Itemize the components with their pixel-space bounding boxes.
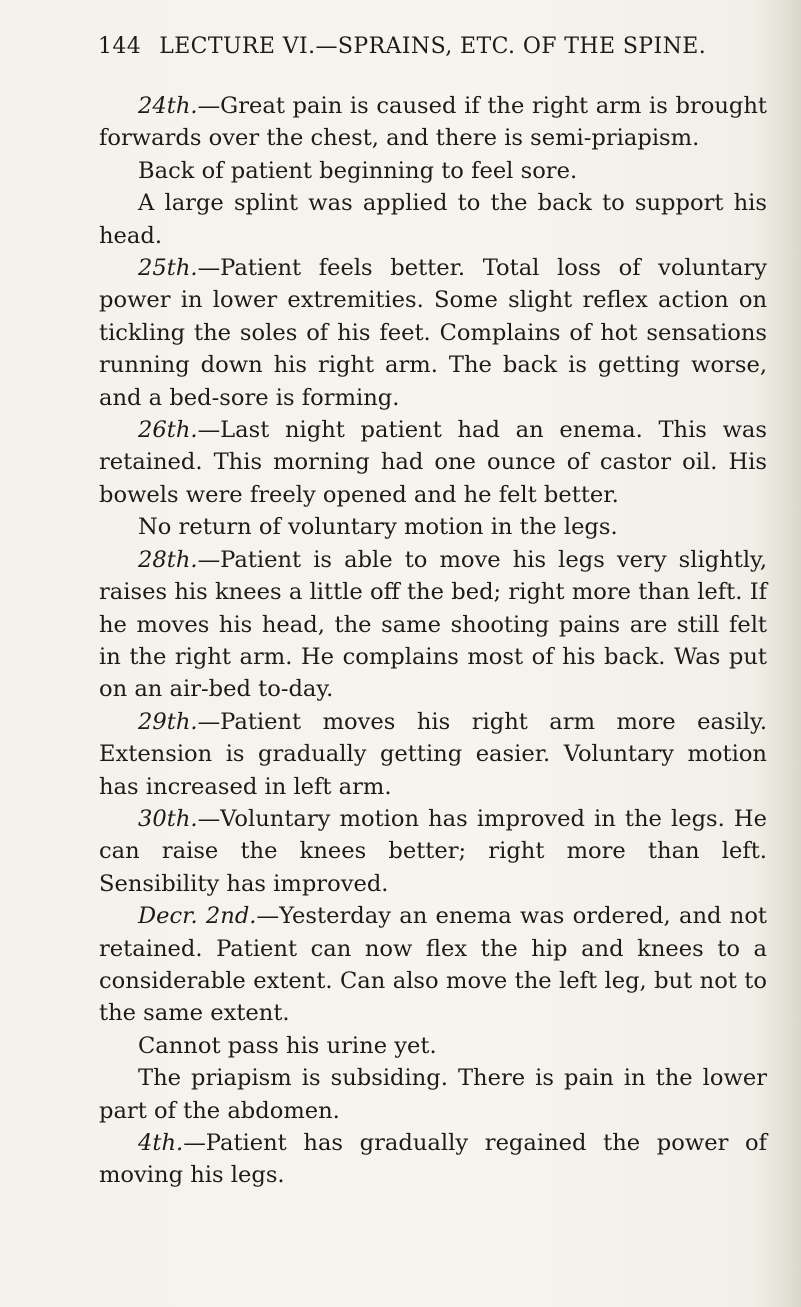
paragraph-text: —Yesterday an enema was ordered, and not retained. Patient can now flex the hip and knees to a considerable extent. Can also move the left leg, but not to the same extent. bbox=[99, 903, 767, 1027]
paragraph-text: —Patient is able to move his legs very slightly, raises his knees a little off the bed; right more than left. If he moves his head, the same shooting pains are still felt in the right arm. He complains most of his back. Was put on an air-bed to-day. bbox=[99, 546, 767, 703]
paragraph-no-return bbox=[99, 511, 767, 543]
page-number: 144 bbox=[98, 34, 142, 59]
paragraph-splint bbox=[99, 187, 767, 252]
paragraph-text: No return of voluntary motion in the legs. bbox=[138, 514, 618, 541]
paragraph-text: The priapism is subsiding. There is pain in the lower part of the abdomen. bbox=[99, 1065, 767, 1124]
paragraph-text: —Great pain is caused if the right arm is brought forwards over the chest, and there is semi-priapism. bbox=[99, 93, 767, 152]
paragraph-text: —Last night patient had an enema. This was retained. This morning had one ounce of castor oil. His bowels were freely opened and he felt better. bbox=[99, 417, 767, 508]
entry-date: 28th. bbox=[138, 546, 198, 573]
paragraph-26th bbox=[99, 414, 767, 511]
entry-date: 30th. bbox=[138, 805, 198, 832]
paragraph-24th bbox=[99, 90, 767, 155]
paragraph-text: —Patient has gradually regained the power of moving his legs. bbox=[99, 1130, 767, 1189]
running-head bbox=[98, 34, 718, 66]
paragraph-decr-2nd bbox=[99, 900, 767, 1030]
entry-date: 29th. bbox=[138, 708, 198, 735]
paragraph-30th bbox=[99, 803, 767, 900]
paragraph-text: —Patient feels better. Total loss of voluntary power in lower extremities. Some slight reflex action on tickling the soles of his feet. Complains of hot sensations running down his right arm. The back is getting worse, and a bed-sore is forming. bbox=[99, 255, 767, 411]
paragraph-text: Back of patient beginning to feel sore. bbox=[138, 157, 578, 184]
entry-date: 25th. bbox=[138, 255, 198, 282]
paragraph-25th bbox=[99, 252, 767, 414]
paragraph-text: —Patient moves his right arm more easily. Extension is gradually getting easier. Voluntary motion has increased in left arm. bbox=[99, 708, 767, 800]
paragraph-text: —Voluntary motion has improved in the legs. He can raise the knees better; right more than left. Sensibility has improved. bbox=[99, 805, 767, 897]
paragraph-text: Cannot pass his urine yet. bbox=[138, 1032, 437, 1059]
running-head-title: LECTURE VI.—SPRAINS, ETC. OF THE SPINE. bbox=[159, 34, 707, 59]
body-text bbox=[99, 90, 767, 1300]
paragraph-priapism bbox=[99, 1062, 767, 1127]
paragraph-text: A large splint was applied to the back to support his head. bbox=[99, 190, 767, 249]
paragraph-4th bbox=[99, 1127, 767, 1192]
entry-date: 4th. bbox=[138, 1130, 184, 1156]
paragraph-urine bbox=[99, 1030, 767, 1062]
paragraph-back-sore bbox=[99, 155, 767, 187]
paragraph-29th bbox=[99, 706, 767, 803]
entry-date: Decr. 2nd. bbox=[138, 903, 257, 930]
entry-date: 26th. bbox=[138, 417, 198, 444]
paragraph-28th bbox=[99, 544, 767, 706]
entry-date: 24th. bbox=[138, 93, 198, 119]
